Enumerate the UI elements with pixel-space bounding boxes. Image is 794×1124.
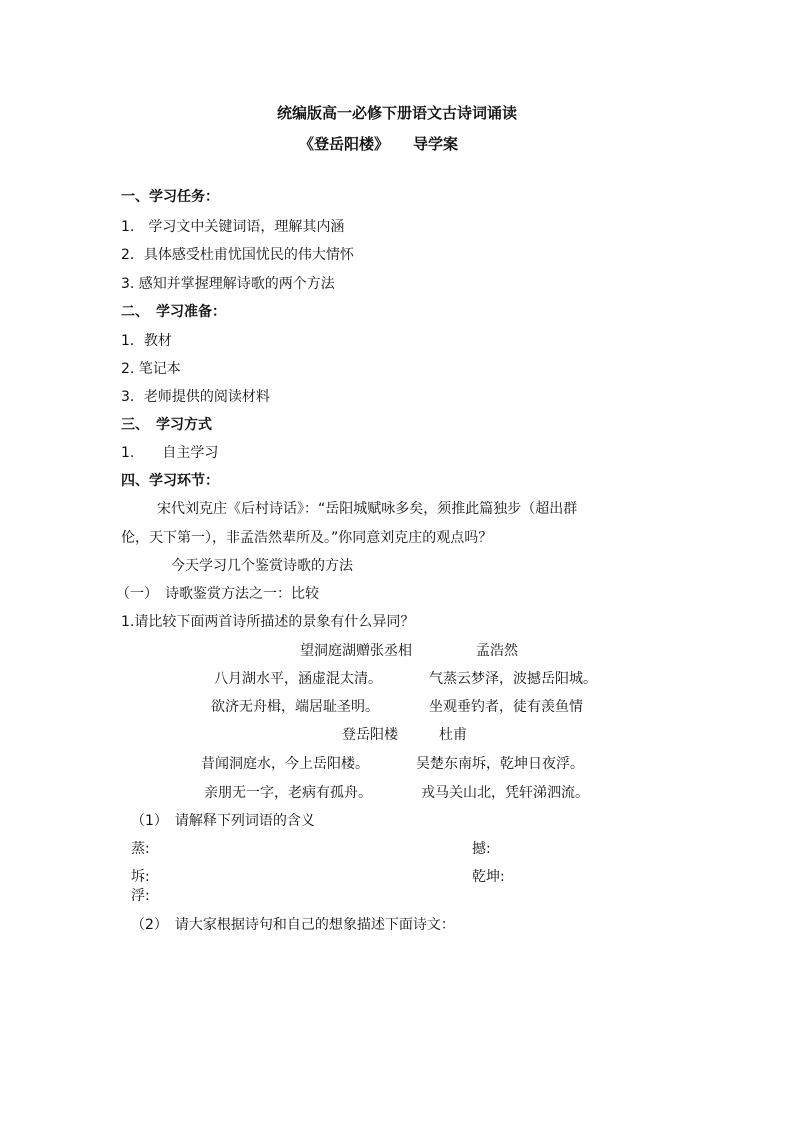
intro-paragraph-line: 伦，天下第一），非孟浩然辈所及。”你同意刘克庄的观点吗？	[121, 530, 493, 546]
question-text: 1.请比较下面两首诗所描述的景象有什么异同？	[121, 614, 415, 630]
list-item: 3. 感知并掌握理解诗歌的两个方法	[121, 276, 335, 292]
poem-line: 气蒸云梦泽，波撼岳阳城。	[429, 671, 597, 687]
list-item: 1．教材	[121, 333, 172, 349]
term-label: 浮:	[131, 888, 150, 904]
poem-line: 戎马关山北，凭轩涕泗流。	[421, 785, 589, 801]
section-heading-tasks: 一、学习任务：	[121, 189, 219, 205]
list-item: 1. 学习文中关键词语，理解其内涵	[121, 219, 345, 235]
section-heading-preparation: 二、 学习准备：	[121, 304, 226, 320]
poem-line: 吴楚东南坼，乾坤日夜浮。	[416, 756, 584, 772]
poem-author: 杜甫	[439, 727, 467, 743]
section-heading-steps: 四、学习环节：	[121, 473, 219, 489]
page-subtitle-tag: 导学案	[413, 135, 459, 153]
task-label: （1） 请解释下列词语的含义	[131, 813, 315, 829]
poem-line: 欲济无舟楫，端居耻圣明。	[211, 699, 379, 715]
task-label: （2） 请大家根据诗句和自己的想象描述下面诗文：	[131, 917, 455, 933]
poem-author: 孟浩然	[476, 643, 518, 659]
method-heading: （一） 诗歌鉴赏方法之一：比较	[116, 586, 319, 602]
list-item: 1. 自主学习	[121, 445, 219, 461]
poem-line: 坐观垂钓者，徒有羡鱼情	[429, 699, 583, 715]
page-title: 统编版高一必修下册语文古诗词诵读	[277, 104, 518, 122]
list-item: 2．具体感受杜甫忧国忧民的伟大情怀	[121, 247, 354, 263]
intro-paragraph-line: 宋代刘克庄《后村诗话》：“岳阳城赋咏多矣，须推此篇独步（超出群	[157, 501, 578, 517]
term-label: 蒸:	[131, 841, 150, 857]
poem-line: 昔闻洞庭水，今上岳阳楼。	[201, 756, 369, 772]
list-item: 3．老师提供的阅读材料	[121, 389, 270, 405]
poem-line: 亲朋无一字，老病有孤舟。	[204, 785, 372, 801]
term-label: 撼:	[472, 841, 491, 857]
term-label: 乾坤:	[472, 869, 505, 885]
page-subtitle: 《登岳阳楼》	[299, 135, 390, 153]
poem-title: 登岳阳楼	[342, 727, 398, 743]
term-label: 坼:	[131, 869, 150, 885]
poem-line: 八月湖水平，涵虚混太清。	[214, 671, 382, 687]
list-item: 2. 笔记本	[121, 361, 181, 377]
today-note: 今天学习几个鉴赏诗歌的方法	[171, 558, 353, 574]
poem-title: 望洞庭湖赠张丞相	[300, 643, 412, 659]
section-heading-method: 三、 学习方式	[121, 417, 212, 433]
